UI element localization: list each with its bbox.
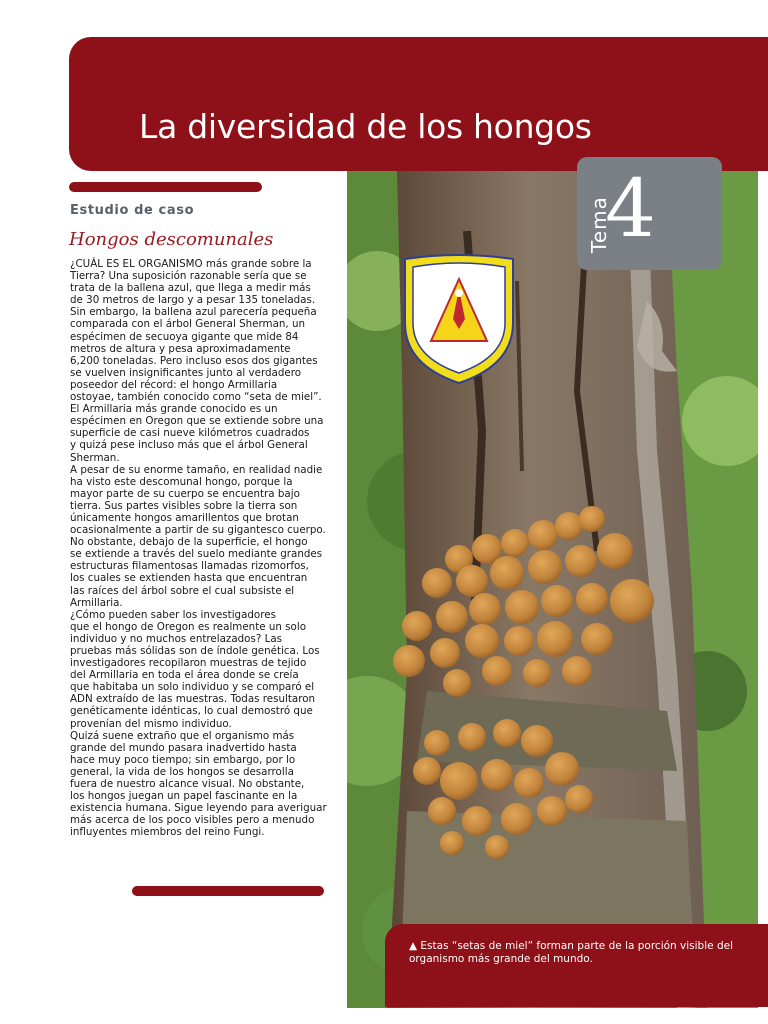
- top-divider: [69, 182, 262, 192]
- body-line: El Armillaria más grande conocido es un: [70, 403, 278, 416]
- body-line: A pesar de su enorme tamaño, en realidad nadie: [70, 463, 323, 476]
- body-line: ostoyae, también conocido como “seta de miel”.: [70, 391, 322, 404]
- body-line: se vuelven insignificantes junto al verdadero: [70, 366, 302, 379]
- body-line: genéticamente idénticas, lo cual demostró que: [70, 705, 313, 718]
- bottom-divider: [132, 886, 324, 896]
- caption-line: ▲ Estas “setas de miel” forman parte de la porción visible del: [409, 940, 733, 952]
- body-line: superficie de casi nueve kilómetros cuadrados: [70, 427, 310, 440]
- body-line: espécimen en Oregon que se extiende sobre una: [70, 415, 324, 428]
- body-line: ¿CUÁL ES EL ORGANISMO más grande sobre la: [70, 258, 312, 270]
- body-line: ADN extraído de las muestras. Todas resultaron: [70, 693, 316, 706]
- body-line: espécimen de secuoya gigante que mide 84: [70, 330, 299, 343]
- body-line: trata de la ballena azul, que llega a medir más: [70, 282, 311, 295]
- school-crest-logo: [401, 253, 517, 385]
- body-line: existencia humana. Sigue leyendo para averiguar: [70, 802, 327, 815]
- body-line: hace muy poco tiempo; sin embargo, por lo: [70, 753, 296, 766]
- body-line: las raíces del árbol sobre el cual subsiste el: [70, 584, 295, 597]
- body-line: Armillaria.: [70, 596, 123, 609]
- body-line: mayor parte de su cuerpo se encuentra bajo: [70, 487, 300, 500]
- body-line: metros de altura y pesa aproximadamente: [70, 342, 291, 355]
- body-line: del Armillaria en toda el área donde se creía: [70, 669, 299, 682]
- body-line: Sin embargo, la ballena azul parecería pequeña: [70, 306, 317, 319]
- body-line: pruebas más sólidas son de índole genética. Los: [70, 645, 320, 657]
- section-kicker: Estudio de caso: [70, 203, 195, 218]
- body-line: se extiende a través del suelo mediante grandes: [70, 548, 323, 561]
- body-line: investigadores recopilaron muestras de tejido: [70, 657, 307, 670]
- body-line: comparada con el árbol General Sherman, un: [70, 318, 306, 331]
- body-line: individuo y no muchos entrelazados? Las: [70, 632, 282, 645]
- photo-caption: [409, 940, 739, 966]
- body-line: tierra. Sus partes visibles sobre la tierra son: [70, 499, 298, 512]
- body-line: únicamente hongos amarillentos que brotan: [70, 511, 299, 524]
- body-line: los hongos juegan un papel fascinante en la: [70, 790, 298, 803]
- body-line: influyentes miembros del reino Fungi.: [70, 826, 265, 839]
- header-banner: [69, 37, 768, 171]
- body-line: más acerca de los poco visibles pero a menudo: [70, 814, 315, 827]
- article-headline: Hongos descomunales: [69, 229, 274, 250]
- body-line: provenían del mismo individuo.: [70, 717, 232, 730]
- page-title: La diversidad de los hongos: [139, 107, 592, 146]
- body-line: y quizá pese incluso más que el árbol General: [70, 439, 308, 452]
- body-line: No obstante, debajo de la superficie, el hongo: [70, 536, 308, 549]
- caption-line: organismo más grande del mundo.: [409, 953, 593, 965]
- body-line: ha visto este descomunal hongo, porque la: [70, 475, 293, 488]
- body-line: Tierra? Una suposición razonable sería que se: [70, 270, 307, 283]
- body-line: Sherman.: [70, 451, 120, 464]
- body-line: de 30 metros de largo y a pesar 135 toneladas.: [70, 294, 316, 307]
- body-line: que habitaba un solo individuo y se comparó el: [70, 681, 315, 694]
- body-line: grande del mundo pasara inadvertido hasta: [70, 741, 297, 754]
- body-line: poseedor del récord: el hongo Armillaria: [70, 378, 278, 391]
- body-line: fuera de nuestro alcance visual. No obstante,: [70, 778, 305, 791]
- body-line: Quizá suene extraño que el organismo más: [70, 729, 295, 742]
- photo-caption-box: [385, 924, 768, 1007]
- topic-tab-label: Tema: [587, 196, 611, 253]
- body-line: general, la vida de los hongos se desarrolla: [70, 765, 294, 778]
- body-line: que el hongo de Oregon es realmente un solo: [70, 620, 306, 633]
- body-line: los cuales se extienden hasta que encuentran: [70, 572, 308, 585]
- article-body: [70, 258, 328, 839]
- body-line: 6,200 toneladas. Pero incluso esos dos gigantes: [70, 354, 318, 367]
- body-line: estructuras filamentosas llamadas rizomorfos,: [70, 560, 309, 573]
- topic-tab: [577, 157, 722, 270]
- body-line: ocasionalmente a partir de su gigantesco cuerpo.: [70, 524, 326, 537]
- topic-number: 4: [605, 162, 656, 255]
- body-line: ¿Cómo pueden saber los investigadores: [70, 608, 276, 621]
